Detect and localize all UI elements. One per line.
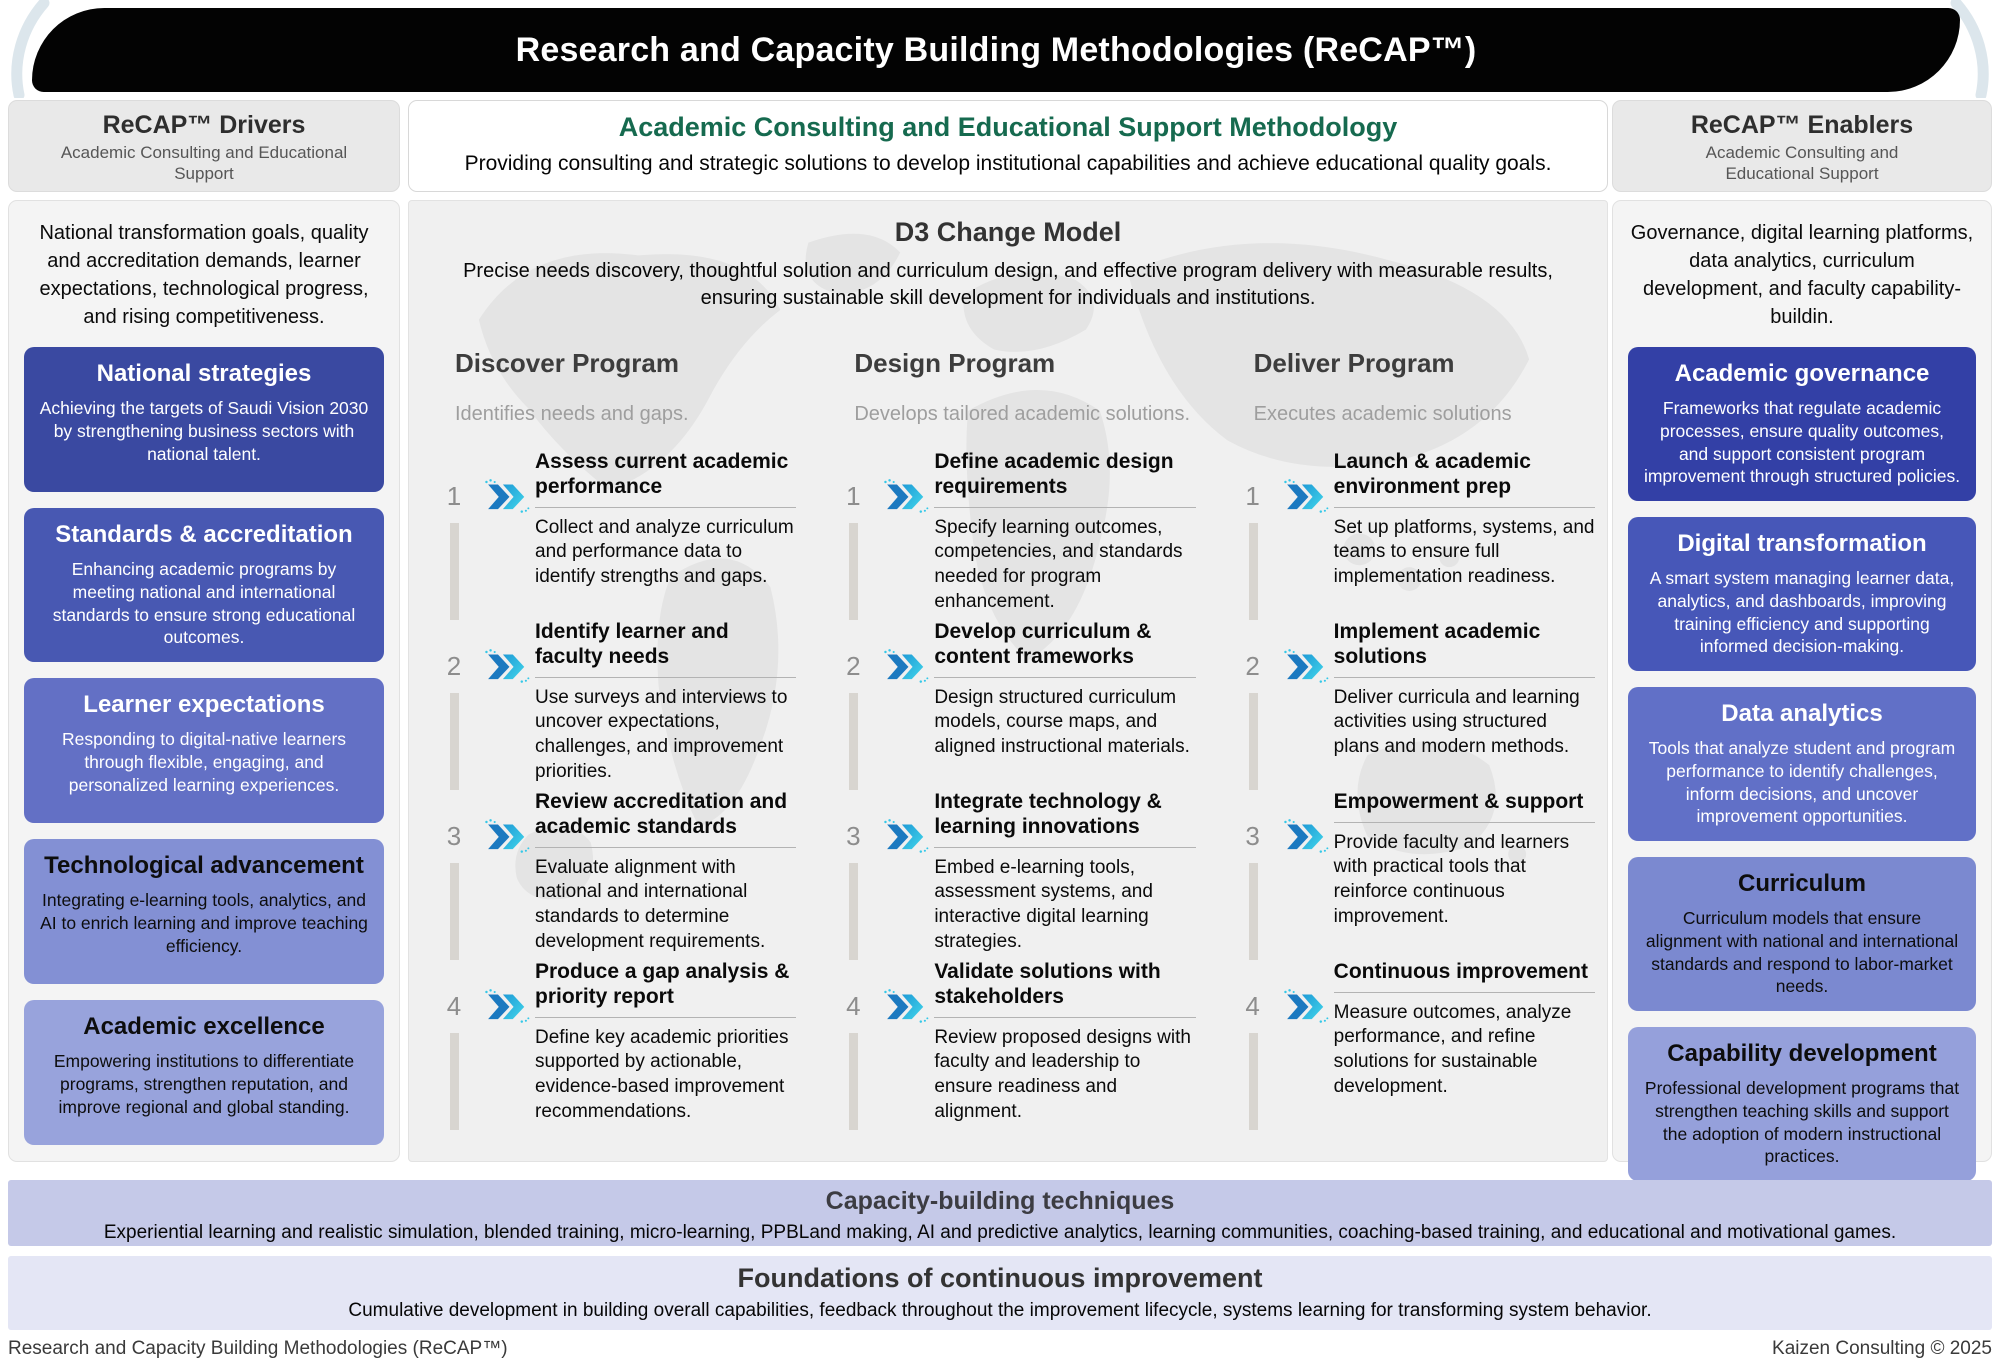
step-content	[535, 790, 800, 960]
process-step	[1230, 620, 1599, 790]
step-connector-line	[1249, 863, 1258, 960]
driver-card-description: Enhancing academic programs by meeting national and international standards to ensure strong educational outcomes.	[52, 559, 356, 648]
step-gutter	[431, 620, 535, 790]
step-description: Design structured curriculum models, course maps, and aligned instructional materials.	[934, 686, 1190, 757]
process-step	[830, 790, 1199, 960]
enabler-card-description: Tools that analyze student and program performance to identify challenges, inform decisions, and uncover improvement opportunities.	[1648, 738, 1956, 827]
step-title: Review accreditation and academic standards	[535, 790, 788, 838]
step-content	[934, 790, 1199, 960]
phase-step-list	[830, 450, 1199, 1130]
step-number: 3	[846, 820, 861, 851]
step-marker	[431, 984, 530, 1028]
step-number: 2	[446, 650, 462, 681]
step-number-bracket	[830, 474, 876, 518]
step-number-bracket	[431, 644, 477, 688]
double-chevron-icon	[883, 987, 929, 1025]
step-connector-line	[849, 523, 858, 620]
driver-card-description: Achieving the targets of Saudi Vision 2030 by strengthening business sectors with national talent.	[39, 398, 369, 464]
double-chevron-icon	[484, 817, 530, 855]
step-number: 4	[1245, 990, 1260, 1021]
page-title: Research and Capacity Building Methodologies (ReCAP™)	[515, 30, 1477, 69]
driver-card	[24, 347, 384, 492]
double-chevron-icon	[484, 477, 530, 515]
double-chevron-icon	[1283, 817, 1329, 855]
step-divider	[535, 507, 796, 508]
process-step	[1230, 790, 1599, 960]
enabler-card	[1628, 347, 1976, 501]
step-title: Implement academic solutions	[1333, 620, 1541, 668]
driver-card	[24, 839, 384, 984]
phase-column	[409, 334, 808, 1130]
step-content	[934, 620, 1199, 790]
step-description: Evaluate alignment with national and international standards to determine development requirements.	[535, 856, 766, 952]
phase-step-list	[431, 450, 800, 1130]
step-number-bracket	[1230, 644, 1276, 688]
step-title: Develop curriculum & content frameworks	[934, 620, 1152, 668]
double-chevron-icon	[883, 817, 929, 855]
step-connector-line	[450, 523, 459, 620]
step-number-bracket	[431, 984, 477, 1028]
phase-columns	[409, 334, 1607, 1130]
step-number-bracket	[431, 814, 477, 858]
step-marker	[431, 474, 530, 518]
d3-model-header	[409, 217, 1607, 312]
step-gutter	[431, 960, 535, 1130]
main-content-row	[0, 100, 2000, 1166]
step-number-bracket	[1230, 814, 1276, 858]
driver-card-description: Responding to digital-native learners through flexible, engaging, and personalized learning experiences.	[61, 729, 347, 795]
step-connector-line	[450, 863, 459, 960]
process-step	[1230, 960, 1599, 1130]
step-title: Produce a gap analysis & priority report	[535, 960, 790, 1008]
step-description: Set up platforms, systems, and teams to ensure full implementation readiness.	[1333, 516, 1595, 587]
step-marker	[830, 644, 929, 688]
step-description: Measure outcomes, analyze performance, and refine solutions for sustainable development.	[1333, 1001, 1572, 1097]
enablers-title: ReCAP™ Enablers	[1690, 111, 1914, 139]
step-description: Use surveys and interviews to uncover expectations, challenges, and improvement priorities.	[535, 686, 788, 782]
capacity-techniques-title: Capacity-building techniques	[825, 1187, 1175, 1215]
process-step	[830, 960, 1199, 1130]
step-number: 1	[446, 480, 462, 511]
step-gutter	[1230, 450, 1334, 620]
step-number: 1	[1245, 480, 1260, 511]
drivers-title: ReCAP™ Drivers	[102, 111, 306, 139]
step-divider	[1334, 822, 1595, 823]
driver-card	[24, 678, 384, 823]
step-title: Validate solutions with stakeholders	[934, 960, 1161, 1008]
step-title: Identify learner and faculty needs	[535, 620, 729, 668]
foundations-title: Foundations of continuous improvement	[737, 1263, 1263, 1293]
step-number-bracket	[1230, 474, 1276, 518]
step-title: Integrate technology & learning innovations	[934, 790, 1162, 838]
process-step	[830, 620, 1199, 790]
step-gutter	[1230, 960, 1334, 1130]
footer-left-text: Research and Capacity Building Methodologies (ReCAP™)	[8, 1338, 508, 1359]
step-title: Empowerment & support	[1333, 790, 1584, 813]
step-connector-line	[1249, 523, 1258, 620]
double-chevron-icon	[883, 647, 929, 685]
driver-card-title: Learner expectations	[83, 691, 325, 718]
drivers-panel	[8, 100, 400, 1162]
d3-model-description: Precise needs discovery, thoughtful solution and curriculum design, and effective program delivery with measurable results, ensuring sustainable skill development for individuals and institutions.	[463, 260, 1553, 309]
enabler-card-title: Capability development	[1667, 1040, 1937, 1067]
phase-title: Deliver Program	[1253, 348, 1455, 378]
enablers-body	[1612, 200, 1992, 1167]
phase-step-list	[1230, 450, 1599, 1130]
driver-card-title: Technological advancement	[44, 852, 364, 879]
step-connector-line	[1249, 1033, 1258, 1130]
drivers-header	[8, 100, 400, 192]
step-connector-line	[849, 863, 858, 960]
driver-card-description: Empowering institutions to differentiate programs, strengthen reputation, and improve regional and global standing.	[53, 1051, 355, 1117]
step-marker	[830, 474, 929, 518]
drivers-body	[8, 200, 400, 1162]
step-description: Embed e-learning tools, assessment systems, and interactive digital learning strategies.	[934, 856, 1153, 952]
drivers-subtitle: Academic Consulting and Educational Support	[60, 143, 348, 183]
phase-subtitle: Develops tailored academic solutions.	[854, 403, 1191, 425]
step-content	[1334, 620, 1599, 790]
process-step	[1230, 450, 1599, 620]
step-description: Provide faculty and learners with practical tools that reinforce continuous improvement.	[1333, 831, 1570, 927]
step-number-bracket	[431, 474, 477, 518]
step-gutter	[431, 790, 535, 960]
step-title: Define academic design requirements	[934, 450, 1174, 498]
step-marker	[1230, 984, 1329, 1028]
methodology-title: Academic Consulting and Educational Support Methodology	[618, 112, 1398, 142]
process-step	[431, 450, 800, 620]
d3-model-title: D3 Change Model	[894, 217, 1122, 247]
footer-right-text: Kaizen Consulting © 2025	[1772, 1338, 1992, 1359]
step-divider	[535, 677, 796, 678]
step-gutter	[431, 450, 535, 620]
phase-subtitle: Identifies needs and gaps.	[455, 403, 689, 425]
capacity-techniques-description: Experiential learning and realistic simulation, blended training, micro-learning, PPBLand making, AI and predictive analytics, learning communities, coaching-based training, and educational and motivational games.	[103, 1222, 1897, 1243]
page-footer	[8, 1334, 1992, 1364]
enablers-header	[1612, 100, 1992, 192]
step-connector-line	[849, 1033, 858, 1130]
drivers-description: National transformation goals, quality and accreditation demands, learner expectations, technological progress, and rising competitiveness.	[39, 222, 369, 328]
double-chevron-icon	[883, 477, 929, 515]
foundations-description: Cumulative development in building overall capabilities, feedback throughout the improvement lifecycle, systems learning for transforming system behavior.	[348, 1300, 1652, 1321]
enabler-card-description: Curriculum models that ensure alignment with national and international standards and respond to labor-market needs.	[1645, 908, 1959, 997]
step-number-bracket	[830, 984, 876, 1028]
step-title: Continuous improvement	[1333, 960, 1588, 983]
step-number-bracket	[830, 814, 876, 858]
enabler-card-description: A smart system managing learner data, analytics, and dashboards, improving training efficiency and supporting informed decision-making.	[1649, 568, 1955, 657]
phase-subtitle: Executes academic solutions	[1253, 403, 1512, 425]
step-content	[535, 960, 800, 1130]
step-number: 4	[846, 990, 861, 1021]
step-gutter	[830, 960, 934, 1130]
step-content	[934, 960, 1199, 1130]
step-gutter	[830, 620, 934, 790]
step-content	[535, 450, 800, 620]
step-divider	[535, 1017, 796, 1018]
enabler-card	[1628, 687, 1976, 841]
step-marker	[830, 814, 929, 858]
driver-card	[24, 1000, 384, 1145]
enabler-card-description: Frameworks that regulate academic processes, ensure quality outcomes, and support consistent program improvement through structured policies.	[1643, 398, 1961, 487]
enablers-description: Governance, digital learning platforms, data analytics, curriculum development, and faculty capability-buildin.	[1630, 222, 1974, 328]
phase-title: Discover Program	[455, 348, 679, 378]
drivers-card-list	[24, 347, 384, 1145]
step-content	[535, 620, 800, 790]
step-divider	[1334, 992, 1595, 993]
enabler-card-description: Professional development programs that strengthen teaching skills and support the adoption of modern instructional practices.	[1644, 1078, 1960, 1167]
step-divider	[934, 677, 1195, 678]
enabler-card-title: Digital transformation	[1677, 530, 1927, 557]
step-gutter	[1230, 620, 1334, 790]
step-divider	[934, 1017, 1195, 1018]
process-step	[431, 960, 800, 1130]
driver-card	[24, 508, 384, 662]
step-divider	[535, 847, 796, 848]
driver-card-title: Standards & accreditation	[55, 521, 353, 548]
driver-card-description: Integrating e-learning tools, analytics, and AI to enrich learning and improve teaching efficiency.	[40, 890, 368, 956]
step-divider	[934, 847, 1195, 848]
enabler-card	[1628, 517, 1976, 671]
step-description: Define key academic priorities supported by actionable, evidence-based improvement recommendations.	[535, 1026, 789, 1122]
step-marker	[431, 814, 530, 858]
step-content	[1334, 450, 1599, 620]
driver-card-title: Academic excellence	[83, 1013, 325, 1040]
step-gutter	[1230, 790, 1334, 960]
double-chevron-icon	[1283, 647, 1329, 685]
step-title: Launch & academic environment prep	[1333, 450, 1531, 498]
enabler-card-title: Curriculum	[1737, 870, 1866, 897]
step-connector-line	[849, 693, 858, 790]
methodology-subtitle: Providing consulting and strategic solutions to develop institutional capabilities and achieve educational quality goals.	[464, 152, 1552, 175]
step-number: 3	[1245, 820, 1260, 851]
phase-column	[1208, 334, 1607, 1130]
step-number: 3	[446, 820, 462, 851]
process-step	[830, 450, 1199, 620]
step-number: 4	[446, 990, 462, 1021]
step-divider	[934, 507, 1195, 508]
step-gutter	[830, 450, 934, 620]
step-gutter	[830, 790, 934, 960]
enabler-card-title: Academic governance	[1674, 360, 1930, 387]
double-chevron-icon	[484, 987, 530, 1025]
step-connector-line	[450, 693, 459, 790]
step-description: Review proposed designs with faculty and leadership to ensure readiness and alignment.	[934, 1026, 1191, 1122]
step-number: 2	[846, 650, 861, 681]
enabler-card	[1628, 1027, 1976, 1181]
methodology-header	[408, 100, 1608, 192]
step-marker	[1230, 644, 1329, 688]
step-marker	[830, 984, 929, 1028]
step-number-bracket	[830, 644, 876, 688]
foundations-band	[8, 1256, 1992, 1330]
methodology-panel	[408, 100, 1608, 1162]
enabler-card-title: Data analytics	[1721, 700, 1883, 727]
process-step	[431, 790, 800, 960]
title-banner	[32, 8, 1960, 92]
enablers-panel	[1612, 100, 1992, 1167]
driver-card-title: National strategies	[96, 360, 312, 387]
step-divider	[1334, 677, 1595, 678]
step-connector-line	[450, 1033, 459, 1130]
step-divider	[1334, 507, 1595, 508]
d3-model-panel	[408, 200, 1608, 1162]
double-chevron-icon	[1283, 477, 1329, 515]
step-description: Collect and analyze curriculum and performance data to identify strengths and gaps.	[535, 516, 794, 587]
step-marker	[431, 644, 530, 688]
phase-column	[808, 334, 1207, 1130]
step-title: Assess current academic performance	[535, 450, 789, 498]
step-marker	[1230, 474, 1329, 518]
step-number: 2	[1245, 650, 1260, 681]
double-chevron-icon	[484, 647, 530, 685]
step-connector-line	[1249, 693, 1258, 790]
step-content	[934, 450, 1199, 620]
step-marker	[1230, 814, 1329, 858]
enablers-subtitle: Academic Consulting and Educational Support	[1705, 143, 1899, 183]
step-number-bracket	[1230, 984, 1276, 1028]
enablers-card-list	[1628, 347, 1976, 1181]
step-description: Deliver curricula and learning activities using structured plans and modern methods.	[1333, 686, 1580, 757]
process-step	[431, 620, 800, 790]
enabler-card	[1628, 857, 1976, 1011]
step-content	[1334, 960, 1599, 1130]
capacity-techniques-band	[8, 1180, 1992, 1246]
step-description: Specify learning outcomes, competencies, and standards needed for program enhancement.	[934, 516, 1183, 612]
double-chevron-icon	[1283, 987, 1329, 1025]
step-number: 1	[846, 480, 861, 511]
phase-title: Design Program	[854, 348, 1056, 378]
step-content	[1334, 790, 1599, 960]
